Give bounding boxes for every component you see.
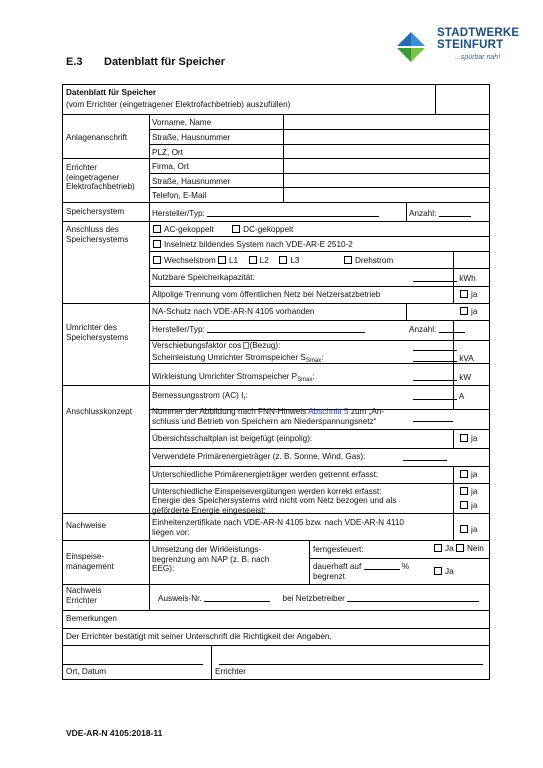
umrichter-hersteller-label: Hersteller/Typ: [152, 325, 205, 334]
section-heading [66, 56, 225, 68]
nachweise-text: Einheitenzertifikate nach VDE-AR-N 4105 bzw. nach VDE-AR-N 4110 liegen vor: [152, 518, 404, 537]
dauer-ja-checkbox[interactable] [434, 567, 442, 575]
strom-unit: A [458, 392, 465, 401]
telefon-email-label: Telefon, E-Mail [152, 191, 207, 200]
speicher-hersteller-label: Hersteller/Typ: [152, 209, 205, 218]
errichter-signature-label: Errichter [215, 667, 246, 676]
drehstrom-checkbox[interactable] [344, 256, 352, 264]
cos-label: Verschiebungsfaktor cos [152, 341, 242, 350]
errichter-strasse-field[interactable] [284, 174, 489, 187]
inselnetz-label: Inselnetz bildendes System nach VDE-AR-E 2510-2 [164, 240, 353, 249]
naschutz-ja-label: ja [471, 307, 478, 316]
anschlusskonzept-label: Anschlusskonzept [66, 407, 132, 416]
cos-suffix: (Bezug): [249, 341, 281, 350]
dauer-ja-row [434, 567, 454, 577]
plan-ja-checkbox[interactable] [460, 434, 468, 442]
strom-sub: r [243, 396, 246, 402]
cos-value-row [413, 342, 457, 353]
trennung-ja-label: ja [471, 290, 478, 299]
ausweis-field[interactable] [204, 593, 270, 602]
kapazitaet-field[interactable] [413, 273, 457, 282]
anlagenanschrift-label: Anlagenanschrift [66, 133, 127, 142]
primaer-field[interactable] [403, 452, 447, 461]
verguetung-ja-label: ja [471, 487, 478, 496]
energie-text: Energie des Speichersystems wird nicht vom Netz bezogen und als geförderte Energie eingespeist: [152, 496, 397, 515]
l2-checkbox[interactable] [249, 256, 257, 264]
umrichter-hersteller-row [152, 324, 365, 335]
phasen-row [153, 256, 393, 266]
fern-nein-label: Nein [466, 544, 484, 553]
anschluss-label: Anschluss des Speichersystems [66, 225, 129, 244]
dauer-field[interactable] [364, 561, 400, 570]
strasse-label: Straße, Hausnummer [152, 133, 231, 142]
inselnetz-row [153, 240, 353, 250]
wechselstrom-label: Wechselstrom [164, 256, 216, 265]
l3-checkbox[interactable] [279, 256, 287, 264]
fern-ja-checkbox[interactable] [434, 544, 442, 552]
form-subtitle: (vom Errichter (eingetragener Elektrofachbetrieb) auszufüllen) [66, 100, 291, 109]
l2-label: L2 [259, 256, 269, 265]
dc-checkbox[interactable] [232, 225, 240, 233]
cos-row [152, 341, 280, 351]
strom-row: Bemessungsstrom (AC) $I_r$: [152, 391, 248, 402]
energie-ja-label: ja [471, 501, 478, 510]
logo-line-1: STADTWERKE [437, 27, 520, 39]
primaer-value [403, 452, 447, 463]
energie-ja-row [460, 501, 477, 511]
verguetung-label: Unterschiedliche Einspeisevergütungen werden korrekt erfasst: [152, 487, 382, 496]
strom-value-row [413, 391, 464, 402]
netzbetreiber-field[interactable] [347, 593, 479, 602]
getrennt-label: Unterschiedliche Primärenergieträger werden getrennt erfasst: [152, 470, 379, 479]
dc-label: DC-gekoppelt [243, 225, 294, 234]
verguetung-ja-checkbox[interactable] [460, 487, 468, 495]
schein-row: Scheinleistung Umrichter Stromspeicher $S_{Smax}$: [152, 353, 324, 364]
nachweise-ja-label: ja [471, 525, 478, 534]
wirk-unit: kW [459, 373, 472, 382]
logo-slogan: ...spürbar nah! [455, 54, 501, 61]
abschnitt-5-link[interactable]: Abschnitt 5 [308, 407, 349, 416]
wirk-value-row [413, 372, 471, 383]
datasheet-form [62, 84, 490, 680]
wirk-field[interactable] [413, 372, 457, 381]
naschutz-ja-checkbox[interactable] [460, 307, 468, 315]
getrennt-ja-label: ja [471, 470, 478, 479]
inselnetz-checkbox[interactable] [153, 240, 161, 248]
bemerkungen-label: Bemerkungen [66, 614, 117, 623]
strom-field[interactable] [413, 391, 457, 400]
schein-field[interactable] [413, 353, 457, 362]
form-title: Datenblatt für Speicher [66, 88, 157, 97]
kapazitaet-value-row [413, 273, 476, 284]
l1-checkbox[interactable] [218, 256, 226, 264]
l3-label: L3 [290, 256, 300, 265]
speicher-anzahl-label: Anzahl: [409, 209, 437, 218]
cos-field[interactable] [413, 342, 457, 351]
einspeise-text: Umsetzung der Wirkleistungs- begrenzung am NAP (z. B. nach EEG): [152, 545, 270, 573]
ac-label: AC-gekoppelt [164, 225, 214, 234]
fern-ja-label: Ja [445, 544, 454, 553]
schein-label: Scheinleistung Umrichter Stromspeicher S [152, 353, 306, 362]
firma-ort-label: Firma, Ort [152, 162, 189, 171]
energie-ja-checkbox[interactable] [460, 501, 468, 509]
schein-value-row [413, 353, 474, 364]
speicher-hersteller-row [152, 208, 379, 219]
umrichter-label: Umrichter des Speichersystems [66, 323, 129, 342]
dauer-ja-label: Ja [445, 567, 454, 576]
primaer-label: Verwendete Primärenergieträger (z. B. Sonne, Wind, Gas): [152, 452, 366, 461]
kapazitaet-label: Nutzbare Speicherkapazität: [152, 273, 255, 282]
logo-mark-icon [393, 26, 435, 68]
umrichter-anzahl-label: Anzahl: [409, 325, 437, 334]
ausweis-row [158, 593, 479, 604]
plz-ort-label: PLZ, Ort [152, 148, 183, 157]
telefon-email-field[interactable] [284, 188, 489, 202]
wirk-row: Wirkleistung Umrichter Stromspeicher $P_{Smax}$: [152, 372, 315, 383]
document-footer: VDE-AR-N 4105:2018-11 [66, 728, 163, 738]
naschutz-ja-row [460, 307, 477, 317]
plan-label: Übersichtsschaltplan ist beigefügt (einpolig): [152, 434, 313, 443]
fern-label: ferngesteuert: [313, 545, 364, 554]
trennung-ja-row [460, 290, 477, 300]
section-number: E.3 [66, 56, 83, 68]
ausweis-label: Ausweis-Nr. [158, 594, 202, 603]
netzbetreiber-label: bei Netzbetreiber [282, 594, 345, 603]
umrichter-hersteller-field[interactable] [207, 324, 365, 333]
speicher-anzahl-field[interactable] [439, 208, 471, 217]
naschutz-label: NA-Schutz nach VDE-AR-N 4105 vorhanden [152, 307, 315, 316]
stadtwerke-logo [393, 22, 520, 72]
errichter-label: Errichter (eingetragener Elektrofachbetrieb) [66, 163, 135, 191]
speicher-anzahl-row [409, 208, 471, 219]
speichersystem-label: Speichersystem [66, 207, 125, 216]
speicher-hersteller-field[interactable] [207, 208, 379, 217]
l1-label: L1 [229, 256, 239, 265]
schein-unit: kVA [459, 354, 474, 363]
section-title: Datenblatt für Speicher [104, 56, 226, 68]
errichter-signature-field[interactable] [219, 647, 483, 664]
errichter-strasse-label: Straße, Hausnummer [152, 177, 231, 186]
vorname-name-label: Vorname, Name [152, 118, 212, 127]
vorname-name-field[interactable] [284, 115, 489, 129]
abbildung-nummer-field[interactable] [413, 413, 453, 422]
abbildung-nummer-value [413, 413, 453, 424]
trennung-label: Allpolige Trennung vom öffentlichen Netz bei Netzersatzbetrieb [152, 290, 381, 299]
firma-ort-field[interactable] [284, 159, 489, 173]
strom-label: Bemessungsstrom (AC) I [152, 391, 244, 400]
nachweise-ja-checkbox[interactable] [460, 525, 468, 533]
wechselstrom-checkbox[interactable] [153, 256, 161, 264]
bestaetigung-text: Der Errichter bestätigt mit seiner Unterschrift die Richtigkeit der Angaben. [66, 632, 332, 641]
kapazitaet-unit: kWh [459, 274, 476, 283]
plz-ort-field[interactable] [284, 145, 489, 158]
ort-datum-field[interactable] [66, 647, 206, 664]
einspeise-label: Einspeise- management [66, 552, 114, 571]
getrennt-ja-checkbox[interactable] [460, 470, 468, 478]
ort-datum-label: Ort, Datum [66, 667, 107, 676]
nachweise-label: Nachweise [66, 521, 107, 530]
plan-ja-row [460, 434, 477, 444]
fern-options [434, 544, 484, 554]
strasse-field[interactable] [284, 130, 489, 144]
wirk-label: Wirkleistung Umrichter Stromspeicher P [152, 372, 298, 381]
plan-ja-label: ja [471, 434, 478, 443]
ac-dc-row [153, 225, 293, 235]
logo-line-2: STEINFURT [437, 39, 504, 51]
abbildung-nummer-text: Nummer der Abbildung nach FNN-Hinweis Abschnitt 5 zum „An- schluss und Betrieb von Speichern am Niederspannungsnetz“ [152, 407, 385, 426]
umrichter-anzahl-field[interactable] [439, 324, 465, 333]
wirk-sub: Smax [297, 377, 313, 383]
dauer-text: dauerhaft auf % begrenzt [313, 562, 410, 581]
verguetung-ja-row [460, 487, 477, 497]
schein-sub: Smax [305, 358, 322, 364]
getrennt-ja-row [460, 470, 477, 480]
trennung-ja-checkbox[interactable] [460, 290, 468, 298]
bemerkungen-field[interactable] [150, 611, 489, 628]
umrichter-anzahl-row [409, 324, 465, 335]
drehstrom-label: Drehstrom [355, 256, 394, 265]
fern-nein-checkbox[interactable] [456, 544, 464, 552]
ac-checkbox[interactable] [153, 225, 161, 233]
nachweise-ja-row [460, 525, 477, 535]
nachweis-errichter-label: Nachweis Errichter [66, 586, 102, 605]
